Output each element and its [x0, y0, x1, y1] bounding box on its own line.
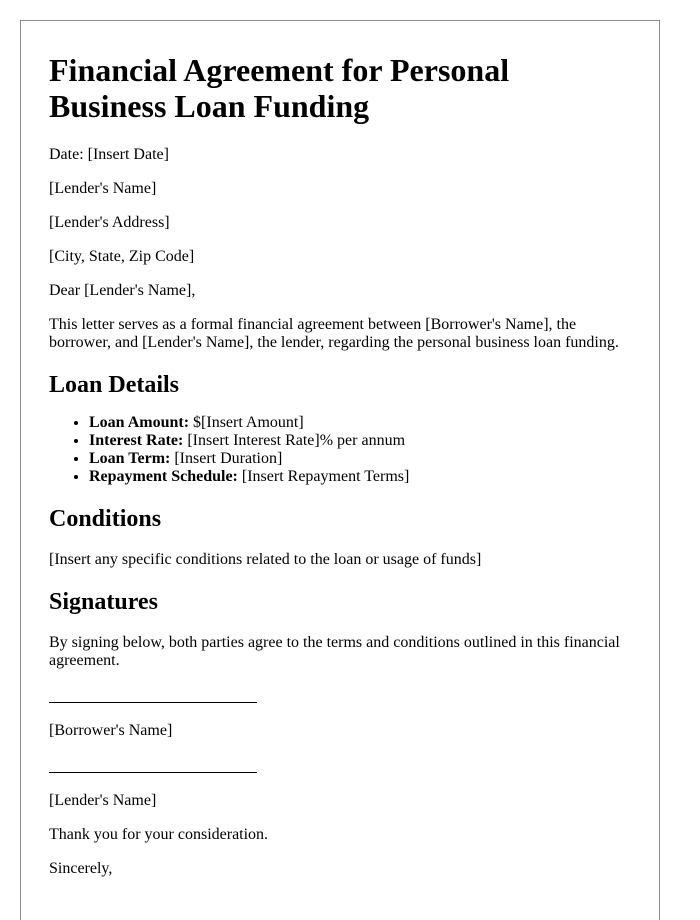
salutation: Dear [Lender's Name], — [49, 282, 196, 299]
closing-line: Sincerely, — [49, 860, 113, 877]
interest-rate-label: Interest Rate: — [89, 432, 184, 449]
borrower-signature-line — [49, 702, 257, 703]
lender-name-line: [Lender's Name] — [49, 180, 157, 197]
loan-amount-label: Loan Amount: — [89, 414, 190, 431]
repayment-schedule-value: [Insert Repayment Terms] — [237, 468, 410, 485]
date-line: Date: [Insert Date] — [49, 146, 169, 163]
document-title: Financial Agreement for Personal Business Loan Funding — [49, 52, 510, 124]
loan-details-heading: Loan Details — [49, 372, 180, 398]
list-item — [89, 468, 631, 486]
list-item — [89, 432, 631, 450]
lender-name: [Lender's Name] — [49, 792, 157, 809]
repayment-schedule-label: Repayment Schedule: — [89, 468, 238, 485]
interest-rate-value: [Insert Interest Rate]% per annum — [183, 432, 406, 449]
lender-signature-line — [49, 772, 257, 773]
city-state-zip-line: [City, State, Zip Code] — [49, 248, 195, 265]
thank-you-line: Thank you for your consideration. — [49, 826, 269, 843]
conditions-text: [Insert any specific conditions related to the loan or usage of funds] — [49, 551, 482, 568]
signatures-text: By signing below, both parties agree to the terms and conditions outlined in this financial agreement. — [49, 634, 620, 669]
lender-address-line: [Lender's Address] — [49, 214, 170, 231]
signatures-heading: Signatures — [49, 589, 158, 615]
loan-term-value: [Insert Duration] — [170, 450, 283, 467]
borrower-name: [Borrower's Name] — [49, 722, 173, 739]
letter-page — [20, 20, 660, 920]
list-item — [89, 414, 631, 432]
loan-term-label: Loan Term: — [89, 450, 171, 467]
loan-amount-value: $[Insert Amount] — [189, 414, 304, 431]
intro-paragraph: This letter serves as a formal financial agreement between [Borrower's Name], the borrower, and [Lender's Name], the lender, regarding the personal business loan funding. — [49, 316, 619, 351]
list-item — [89, 450, 631, 468]
conditions-heading: Conditions — [49, 506, 162, 532]
loan-details-list — [49, 414, 631, 486]
